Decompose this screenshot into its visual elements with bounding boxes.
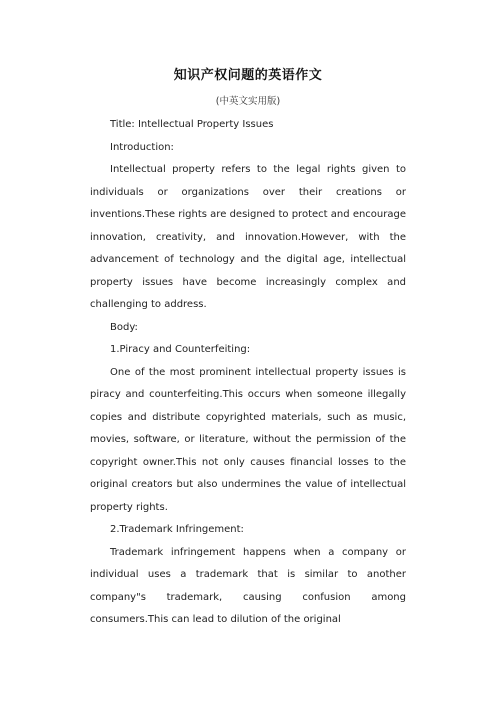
document-body xyxy=(90,114,406,632)
introduction-paragraph: Intellectual property refers to the legal rights given to individuals or organizations over their creations or inventions.These rights are designed to protect and encourage innovation, creativity, and innovation.However, with the advancement of technology and the digital age, intellectual property issues have become increasingly complex and challenging to address. xyxy=(90,164,406,310)
section-heading-body: Body: xyxy=(110,321,138,333)
document-title: 知识产权问题的英语作文 xyxy=(173,68,323,83)
piracy-paragraph: One of the most prominent intellectual property issues is piracy and counterfeiting.This occurs when someone illegally copies and distribute copyrighted materials, such as music, movies, software, or literature, without the permission of the copyright owner.This not only causes financial losses to the original creators but also undermines the value of intellectual property rights. xyxy=(90,366,406,513)
trademark-paragraph: Trademark infringement happens when a company or individual uses a trademark that is similar to another company"s trademark, causing confusion among consumers.This can lead to dilution of the original xyxy=(90,546,406,625)
section-heading-introduction: Introduction: xyxy=(110,141,174,153)
subheading-trademark: 2.Trademark Infringement: xyxy=(110,524,244,535)
essay-title-line: Title: Intellectual Property Issues xyxy=(110,119,274,130)
document-subtitle: (中英文实用版) xyxy=(215,96,281,107)
subheading-piracy: 1.Piracy and Counterfeiting: xyxy=(110,344,251,355)
